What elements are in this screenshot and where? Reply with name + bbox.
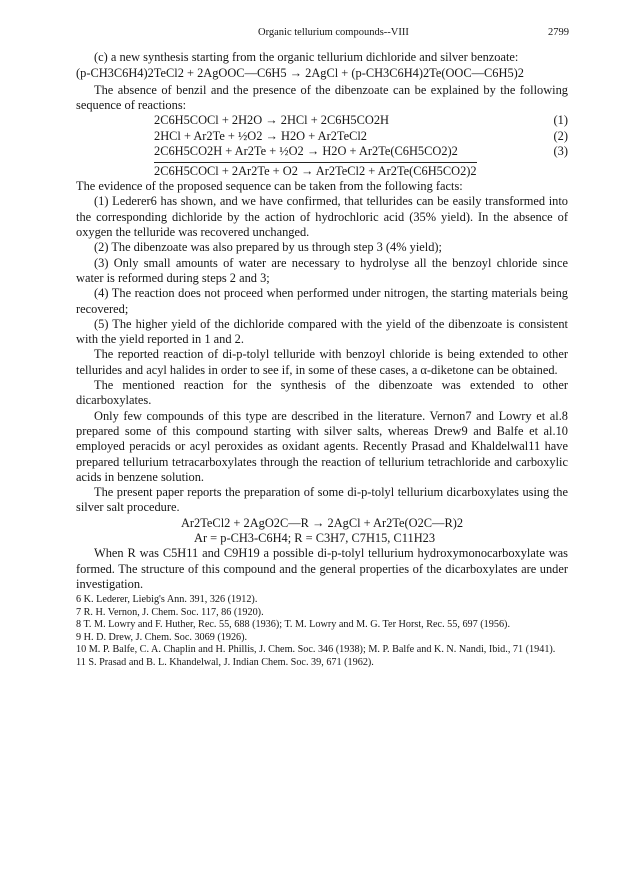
fact-4: (4) The reaction does not proceed when performed under nitrogen, the starting materials being recovered; [76,286,568,316]
general-definitions: Ar = p-CH3-C6H4; R = C3H7, C7H15, C11H23 [194,531,436,546]
evidence-intro: The evidence of the proposed sequence can be taken from the following facts: [76,179,463,194]
present-paper-paragraph: The present paper reports the preparation of some di-p-tolyl tellurium dicarboxylates using the silver salt procedure. [76,485,568,515]
literature-paragraph: Only few compounds of this type are described in the literature. Vernon7 and Lowry et al.8 prepared some of this compound starting with silver salts, whereas Drew9 and Balfe et al.10 employed peracids or acyl peroxides as oxidant agents. Recently Prasad and Khaldelwal11 have prepared tellurium tetracarboxylates through the reaction of tellurium tetrachloride and carboxylic acids in benzene solution. [76,408,568,484]
reference-8: 8 T. M. Lowry and F. Huther, Rec. 55, 688 (1936); T. M. Lowry and M. G. Ter Horst, Rec. 55, 697 (1956). [76,619,510,631]
reaction-2-equation: 2HCl + Ar2Te + ½O2 → H2O + Ar2TeCl2 [154,128,367,143]
dicarboxylate-paragraph: The mentioned reaction for the synthesis of the dibenzoate was extended to other dicarboxylates. [76,378,568,408]
references-list [76,594,568,669]
reaction-3 [76,144,568,160]
page-number: 2799 [548,27,569,38]
reaction-1 [76,113,568,129]
running-title: Organic tellurium compounds--VIII [258,27,409,38]
reference-9: 9 H. D. Drew, J. Chem. Soc. 3069 (1926). [76,631,248,643]
fact-3: (3) Only small amounts of water are necessary to hydrolyse all the benzoyl chloride since water is reformed during steps 2 and 3; [76,255,568,285]
fact-1: (1) Lederer6 has shown, and we have confirmed, that tellurides can be easily transformed into the corresponding dichloride by the action of hydrochloric acid (35% yield). In the absence of oxygen the telluride was recovered unchanged. [76,194,568,240]
reaction-2 [76,129,568,145]
reference-6: 6 K. Lederer, Liebig's Ann. 391, 326 (1912). [76,594,258,606]
overall-reaction [76,162,568,180]
synthesis-c-paragraph: (c) a new synthesis starting from the organic tellurium dichloride and silver benzoate: [94,50,519,64]
reaction-3-number: (3) [553,144,568,159]
reference-10: 10 M. P. Balfe, C. A. Chaplin and H. Phillis, J. Chem. Soc. 346 (1938); M. P. Balfe and K. N. Nandi, Ibid., 71 (1941). [76,644,556,656]
overall-reaction-equation: 2C6H5COCl + 2Ar2Te + O2 → Ar2TeCl2 + Ar2Te(C6H5CO2)2 [154,163,477,178]
reaction-1-equation: 2C6H5COCl + 2H2O → 2HCl + 2C6H5CO2H [154,113,389,128]
main-equation: (p-CH3C6H4)2TeCl2 + 2AgOOC—C6H5 → 2AgCl + (p-CH3C6H4)2Te(OOC—C6H5)2 [76,66,524,81]
reaction-3-equation: 2C6H5CO2H + Ar2Te + ½O2 → H2O + Ar2Te(C6H5CO2)2 [154,144,458,159]
article-body [76,50,568,669]
general-equation: Ar2TeCl2 + 2AgO2C—R → 2AgCl + Ar2Te(O2C—R)2 [180,515,464,530]
extension-paragraph: The reported reaction of di-p-tolyl telluride with benzoyl chloride is being extended to other tellurides and acyl halides in order to see if, in some of these cases, a α-diketone can be obtained. [76,347,568,377]
fact-5: (5) The higher yield of the dichloride compared with the yield of the dibenzoate is consistent with the yield reported in 1 and 2. [76,316,568,347]
fact-2: (2) The dibenzoate was also prepared by us through step 3 (4% yield); [94,240,442,255]
when-r-paragraph: When R was C5H11 and C9H19 a possible di-p-tolyl tellurium hydroxymonocarboxylate was formed. The structure of this compound and the general properties of the dicarboxylates are under investigation. [76,546,568,591]
reaction-2-number: (2) [553,128,568,143]
reference-11: 11 S. Prasad and B. L. Khandelwal, J. Indian Chem. Soc. 39, 671 (1962). [76,656,374,668]
reference-7: 7 R. H. Vernon, J. Chem. Soc. 117, 86 (1920). [76,606,264,618]
absence-paragraph: The absence of benzil and the presence of the dibenzoate can be explained by the following sequence of reactions: [76,82,568,112]
reaction-1-number: (1) [553,113,568,128]
